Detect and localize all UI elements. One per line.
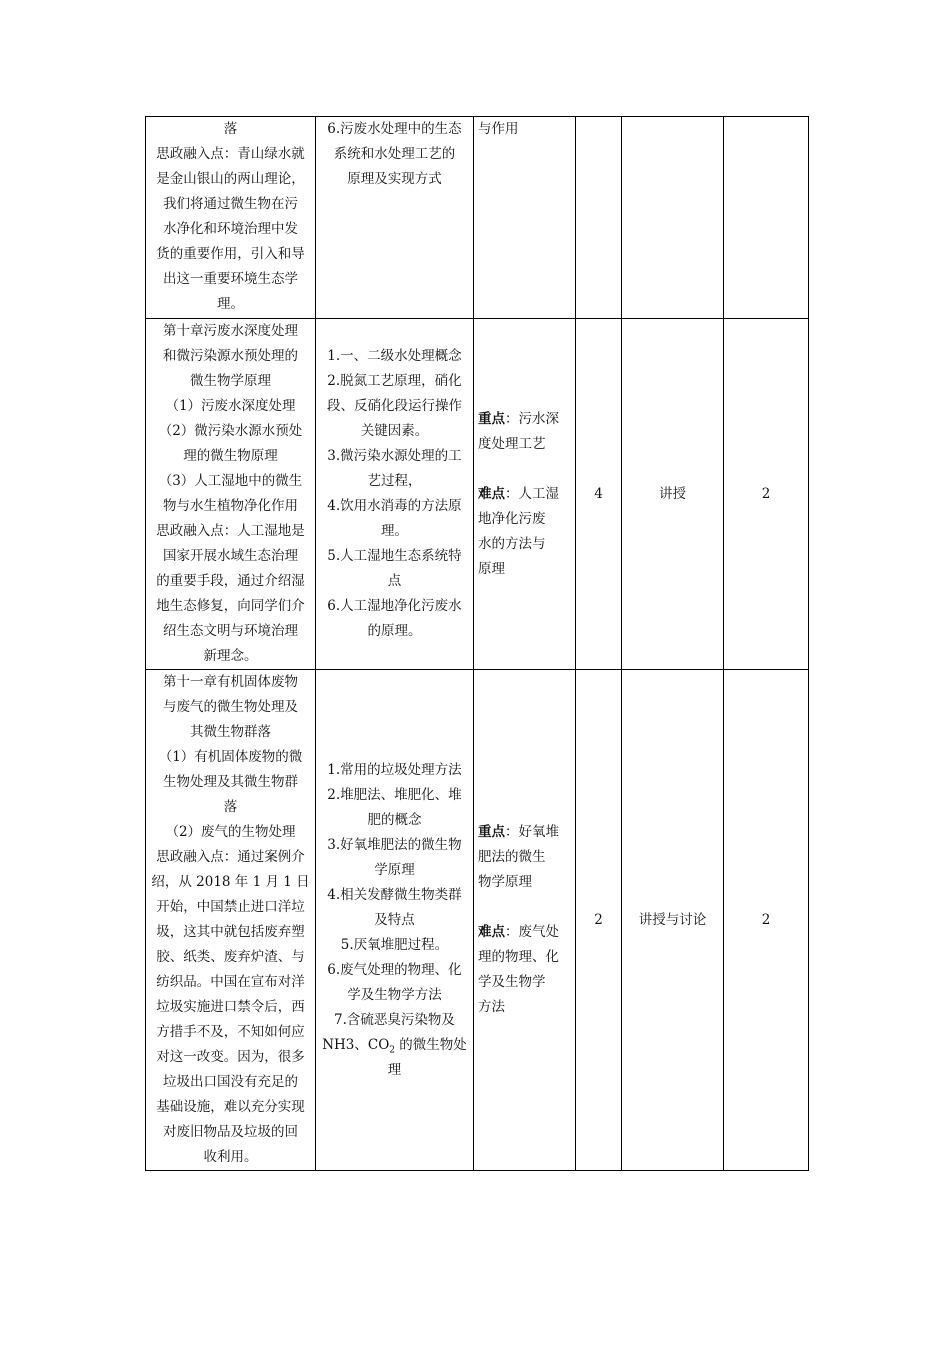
cell-line: （1）有机固体废物的微 [158,749,303,765]
chapter-cell [146,319,316,670]
cell-line: 和微污染源水预处理的 [163,348,298,364]
focus-cell [474,117,576,319]
cell-line: 理。 [217,296,244,312]
cell-line: 的重要手段，通过介绍湿 [156,573,305,589]
cell-line: 2.堆肥法、堆肥化、堆 [327,786,462,803]
cell-line: 水净化和环境治理中发 [163,221,298,237]
content-cell [316,670,474,1171]
cell-line: 方措手不及，不知如何应 [156,1024,305,1040]
cell-line: 的原理。 [367,623,422,639]
cell-line: （2）废气的生物处理 [165,824,296,840]
hours-cell: 4 [576,319,622,670]
cell-line: 学原理 [374,861,415,878]
cell-line: 关键因素。 [360,423,429,439]
cell-line: 生物处理及其微生物群 [163,774,298,790]
cell-line: 学及生物学方法 [347,986,442,1003]
cell-line: 2.脱氮工艺原理，硝化 [327,373,462,389]
cell-line: 绍，从 2018 年 1 月 1 日 [151,874,310,890]
cell-line: 微生物学原理 [190,373,271,389]
extra-cell: 2 [724,319,809,670]
cell-line: 落 [223,799,238,815]
cell-line: 基础设施，难以充分实现 [156,1099,305,1115]
cell-line: 第十章污废水深度处理 [163,323,298,339]
cell-line: 地生态修复，向同学们介 [156,598,305,614]
extra-cell: 2 [724,670,809,1171]
cell-line: 出这一重要环境生态学 [163,271,298,287]
cell-line: 理 [387,1061,402,1078]
cell-line: 原理及实现方式 [347,171,442,187]
table-row [146,670,809,1171]
cell-line: 物与水生植物净化作用 [163,498,298,514]
cell-line: 收利用。 [203,1149,258,1165]
cell-line: 与废气的微生物处理及 [163,699,298,715]
cell-line: 理。 [381,523,408,539]
cell-line: 对废旧物品及垃圾的回 [163,1124,298,1140]
cell-line: 垃圾出口国没有充足的 [163,1074,298,1090]
extra-cell [724,117,809,319]
cell-line: 新理念。 [203,648,258,664]
difficulty-label: 难点 [478,485,505,502]
cell-line: 6.污废水处理中的生态 [327,121,462,137]
focus-text: 与作用 [478,121,519,137]
cell-line: 胶、纸类、废弃炉渣、与 [156,949,305,965]
hours-cell [576,117,622,319]
cell-line: 思政融入点：通过案例介 [156,849,305,865]
cell-line: 1.常用的垃圾处理方法 [327,761,462,778]
cell-line: 3.好氧堆肥法的微生物 [327,836,462,853]
key-point-label: 重点 [478,410,505,427]
cell-line: 5.人工湿地生态系统特 [327,548,462,564]
cell-line: （3）人工湿地中的微生 [158,473,303,489]
focus-cell: 重点：好氧堆 肥法的微生 物学原理 难点：废气处 理的物理、化 学及生物学 方法 [474,670,576,1171]
cell-line: 货的重要作用，引入和导 [156,246,305,262]
content-cell [316,319,474,670]
table-row [146,117,809,319]
cell-line: 其微生物群落 [190,724,271,740]
cell-line: 圾，这其中就包括废弃塑 [156,924,305,940]
method-cell [622,117,724,319]
cell-line: 肥的概念 [367,811,422,828]
cell-line: 对这一改变。因为，很多 [156,1049,305,1065]
cell-line: 我们将通过微生物在污 [163,196,298,212]
cell-line: 1.一、二级水处理概念 [327,348,462,364]
cell-line: 系统和水处理工艺的 [333,146,456,162]
cell-line: （2）微污染水源水预处 [158,423,303,439]
cell-line: 6.废气处理的物理、化 [327,961,462,978]
cell-line: 纺织品。中国在宣布对洋 [156,974,305,990]
cell-line: 绍生态文明与环境治理 [163,623,298,639]
cell-line: 落 [223,121,238,137]
cell-line: 7.含硫恶臭污染物及 [334,1011,455,1028]
cell-line: 5.厌氧堆肥过程。 [340,936,449,953]
method-cell: 讲授与讨论 [622,670,724,1171]
chapter-cell [146,670,316,1171]
difficulty-label: 难点 [478,924,505,940]
cell-line: 思政融入点：青山绿水就 [156,146,305,162]
hours-cell: 2 [576,670,622,1171]
cell-line: （1）污废水深度处理 [165,398,296,414]
table-row [146,319,809,670]
cell-line: 4.相关发酵微生物类群 [327,886,462,903]
cell-line: 4.饮用水消毒的方法原 [327,498,462,514]
cell-line: 3.微污染水源处理的工 [327,448,462,464]
method-cell: 讲授 [622,319,724,670]
formula-line: NH3、$CO_2$ 的微生物处 [322,1036,467,1056]
syllabus-table [145,116,809,1171]
cell-line: 6.人工湿地净化污废水 [327,598,462,614]
cell-line: 及特点 [374,911,415,928]
cell-line: 第十一章有机固体废物 [163,674,298,690]
cell-line: 开始，中国禁止进口洋垃 [156,899,305,915]
cell-line: 国家开展水域生态治理 [163,548,298,564]
cell-line: 思政融入点：人工湿地是 [156,523,305,539]
cell-line: 点 [387,573,402,589]
focus-cell: 重点：污水深 度处理工艺 难点：人工湿 地净化污废 水的方法与 原理 [474,319,576,670]
cell-line: 段、反硝化段运行操作 [327,398,462,414]
cell-line: 艺过程， [367,473,422,489]
chapter-cell [146,117,316,319]
key-point-label: 重点 [478,824,505,840]
content-cell [316,117,474,319]
cell-line: 垃圾实施进口禁令后，西 [156,999,305,1015]
cell-line: 是金山银山的两山理论， [156,171,305,187]
cell-line: 理的微生物原理 [183,448,278,464]
